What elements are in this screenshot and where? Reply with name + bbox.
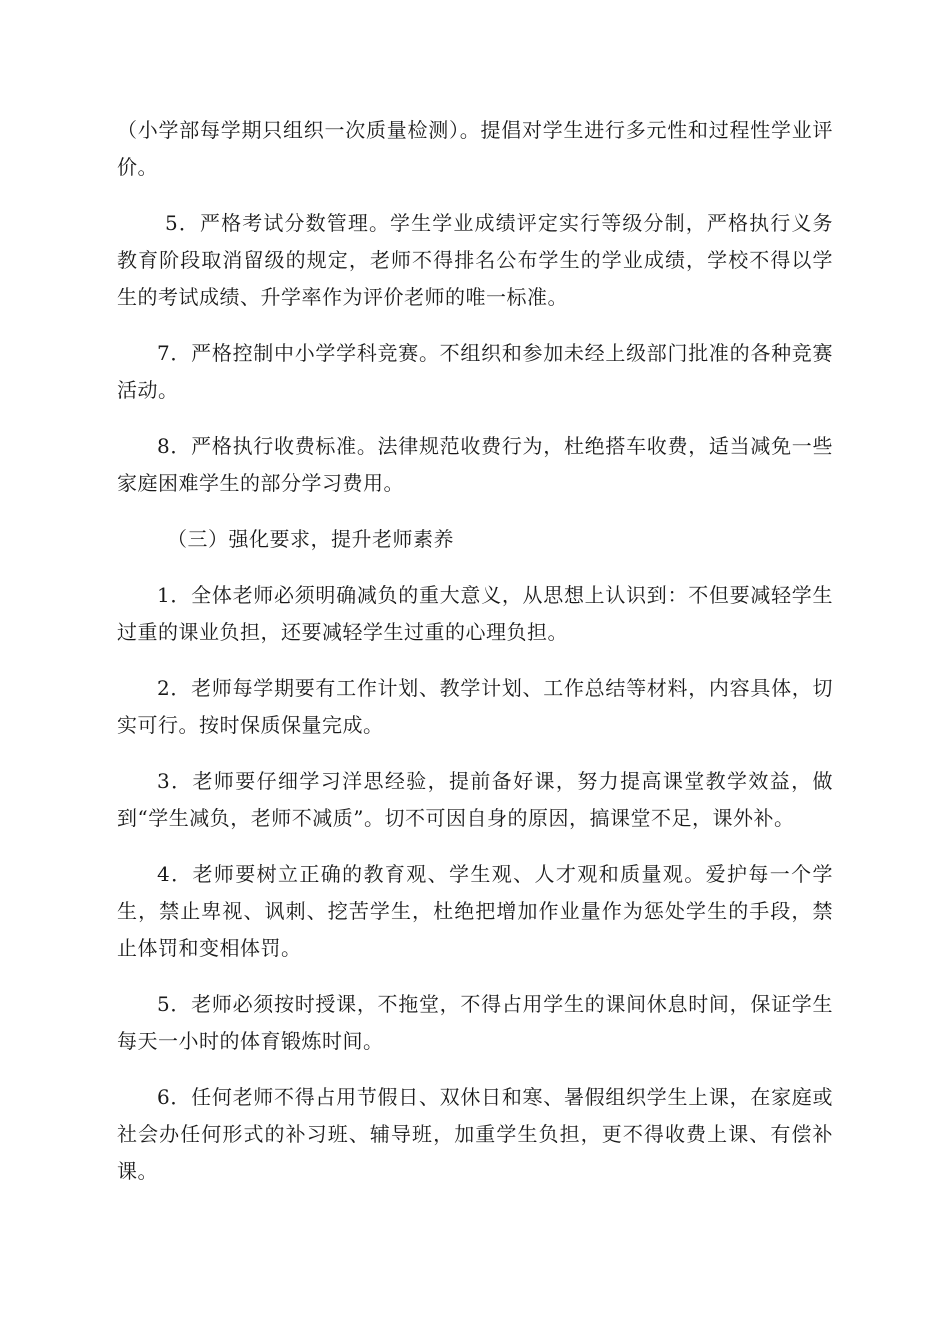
document-page xyxy=(117,112,833,1209)
paragraph-item-8-fees: 8．严格执行收费标准。法律规范收费行为，杜绝搭车收费，适当减免一些家庭困难学生的部分学习费用。 xyxy=(117,434,833,495)
paragraph-item-7-competitions: 7．严格控制中小学学科竞赛。不组织和参加未经上级部门批准的各种竞赛活动。 xyxy=(117,341,833,402)
section-heading-3: （三）强化要求，提升老师素养 xyxy=(167,527,454,551)
paragraph-teacher-item-4: 4．老师要树立正确的教育观、学生观、人才观和质量观。爱护每一个学生，禁止卑视、讽刺、挖苦学生，杜绝把增加作业量作为惩处学生的手段，禁止体罚和变相体罚。 xyxy=(117,862,833,960)
paragraph-teacher-item-6: 6．任何老师不得占用节假日、双休日和寒、暑假组织学生上课，在家庭或社会办任何形式的补习班、辅导班，加重学生负担，更不得收费上课、有偿补课。 xyxy=(117,1085,833,1183)
paragraph-teacher-item-3: 3．老师要仔细学习洋思经验，提前备好课，努力提高课堂教学效益，做到“学生减负，老师不减质”。切不可因自身的原因，搞课堂不足，课外补。 xyxy=(117,769,833,830)
paragraph-teacher-item-5: 5．老师必须按时授课，不拖堂，不得占用学生的课间休息时间，保证学生每天一小时的体育锻炼时间。 xyxy=(117,992,833,1053)
paragraph-teacher-item-1: 1．全体老师必须明确减负的重大意义，从思想上认识到：不但要减轻学生过重的课业负担，还要减轻学生过重的心理负担。 xyxy=(117,583,833,644)
paragraph-item-5-exam-scores: 5．严格考试分数管理。学生学业成绩评定实行等级分制，严格执行义务教育阶段取消留级的规定，老师不得排名公布学生的学业成绩，学校不得以学生的考试成绩、升学率作为评价老师的唯一标准。 xyxy=(117,211,833,309)
paragraph-teacher-item-2: 2．老师每学期要有工作计划、教学计划、工作总结等材料，内容具体，切实可行。按时保质保量完成。 xyxy=(117,676,833,737)
paragraph-continuation: （小学部每学期只组织一次质量检测）。提倡对学生进行多元性和过程性学业评价。 xyxy=(117,118,833,179)
